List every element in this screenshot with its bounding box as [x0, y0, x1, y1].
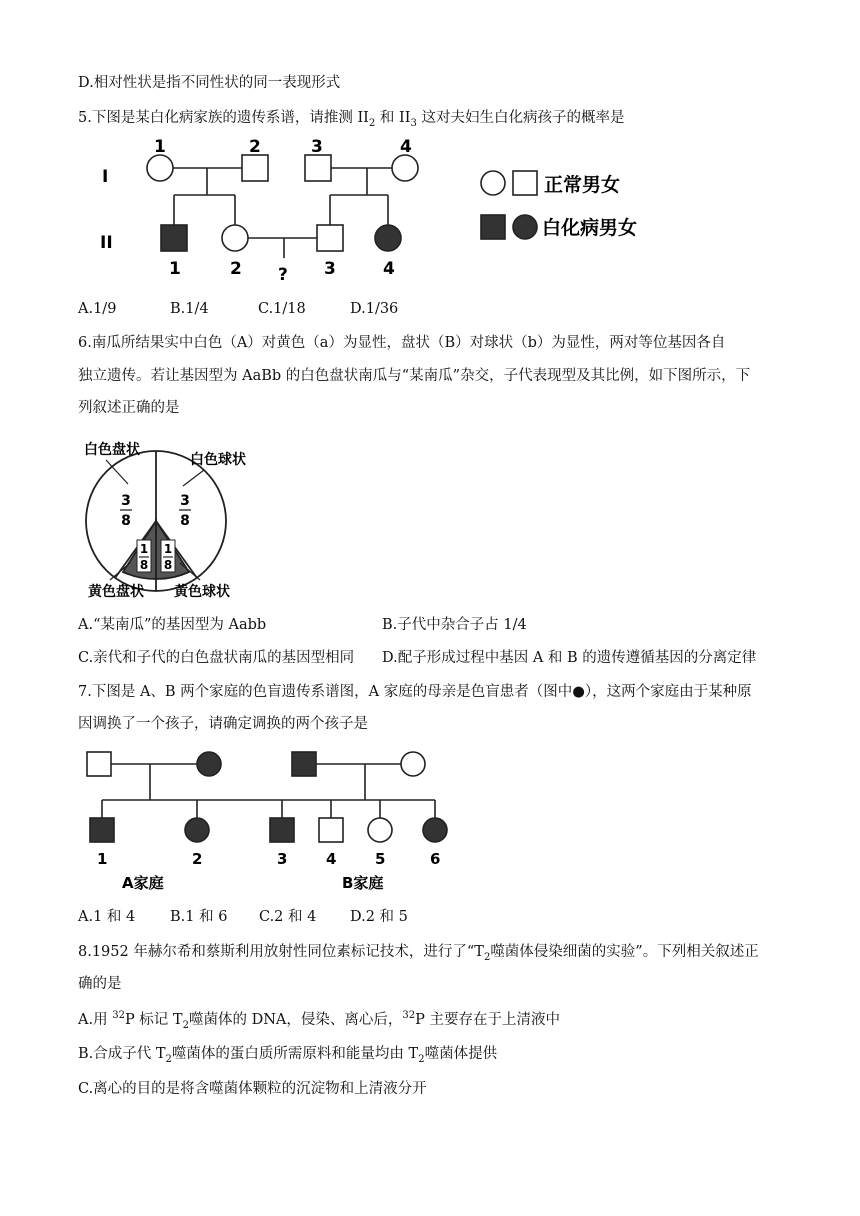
ped-ii2-female [222, 225, 248, 251]
pie-label-yellow-sphere: 黄色球状 [174, 584, 230, 600]
pie-frac-wq-num: 3 [180, 493, 190, 509]
q7-option-a: A.1 和 4 [78, 909, 136, 925]
ped-ii4-albino-female [375, 225, 401, 251]
q7-pedigree [80, 742, 480, 902]
ped7-label-2: 2 [192, 850, 203, 868]
pie-label-white-sphere: 白色球状 [190, 452, 246, 468]
q6-stem-line1: 6.南瓜所结果实中白色（A）对黄色（a）为显性，盘状（B）对球状（b）为显性，两对等位基因各自 [78, 335, 726, 351]
pie-frac-yq-num: 1 [163, 542, 173, 556]
q8-b-part1: B.合成子代 T [78, 1046, 166, 1062]
pie-frac-yd-den: 8 [139, 558, 149, 572]
legend-albino-label: 白化病男女 [542, 217, 638, 239]
ped-label-i4: 4 [400, 137, 412, 157]
ped-label-i2: 2 [249, 137, 261, 157]
q8-a-sub: 2 [182, 1019, 189, 1031]
pie-label-yellow-disc: 黄色盘状 [88, 584, 144, 600]
ped-label-i3: 3 [311, 137, 323, 157]
ped7-label-6: 6 [430, 850, 441, 868]
ped7-child3-colorblind-male [270, 818, 294, 842]
q8-option-a [78, 1010, 560, 1030]
ped7-label-1: 1 [97, 850, 108, 868]
q5-option-a: A.1/9 [78, 301, 117, 317]
q8-a-part3: 噬菌体的 DNA，侵染、离心后， [188, 1012, 403, 1028]
ped-ii1-albino-male [161, 225, 187, 251]
legend-albino-female-icon [513, 215, 537, 239]
q8-a-sup2: 32 [402, 1010, 416, 1022]
q5-stem-a: 5.下图是某白化病家族的遗传系谱，请推测 II [78, 110, 369, 126]
q7-stem-line1: 7.下图是 A、B 两个家庭的色盲遗传系谱图，A 家庭的母亲是色盲患者（图中●），这两个家庭由于某种原 [78, 684, 752, 700]
ped7-b-father-colorblind [292, 752, 316, 776]
q8-a-part2: P 标记 T [124, 1012, 183, 1028]
ped-gen-ii: II [100, 233, 113, 253]
q8-stem-line1 [78, 942, 759, 962]
q5-option-c: C.1/18 [258, 301, 306, 317]
q5-sub3: 3 [410, 117, 417, 129]
q6-option-d: D.配子形成过程中基因 A 和 B 的遗传遵循基因的分离定律 [382, 650, 757, 666]
ped-i3-male [305, 155, 331, 181]
pie-frac-yq-den: 8 [163, 558, 173, 572]
q5-stem-c: 这对夫妇生白化病孩子的概率是 [416, 110, 625, 126]
ped-label-ii4: 4 [383, 259, 395, 279]
q5-sub2: 2 [368, 117, 376, 129]
q6-stem-line2: 独立遗传。若让基因型为 AaBb 的白色盘状南瓜与“某南瓜”杂交，子代表现型及其比例，如下图所示，下 [78, 368, 751, 384]
ped7-child2-colorblind-female [185, 818, 209, 842]
ped7-child5-female [368, 818, 392, 842]
q7-stem-line2: 因调换了一个孩子，请确定调换的两个孩子是 [78, 716, 368, 732]
q7-option-d: D.2 和 5 [350, 909, 408, 925]
q8-b-part2: 噬菌体的蛋白质所需原料和能量均由 T [171, 1046, 419, 1062]
q6-option-c: C.亲代和子代的白色盘状南瓜的基因型相同 [78, 650, 355, 666]
q7-option-b: B.1 和 6 [170, 909, 228, 925]
q4-option-d: D.相对性状是指不同性状的同一表现形式 [78, 75, 341, 91]
pie-frac-wd-den: 8 [121, 513, 131, 529]
q8-stem-b: 噬菌体侵染细菌的实验”。下列相关叙述正 [490, 944, 759, 960]
ped-label-ii2: 2 [230, 259, 242, 279]
q5-pedigree [80, 130, 680, 295]
q8-stem-a: 8.1952 年赫尔希和蔡斯利用放射性同位素标记技术，进行了“T [78, 944, 484, 960]
q8-a-part4: P 主要存在于上清液中 [415, 1012, 560, 1028]
q8-option-c: C.离心的目的是将含噬菌体颗粒的沉淀物和上清液分开 [78, 1081, 427, 1097]
ped7-a-mother-colorblind [197, 752, 221, 776]
q7-option-c: C.2 和 4 [259, 909, 317, 925]
ped7-child1-colorblind-male [90, 818, 114, 842]
ped-ii3-male [317, 225, 343, 251]
ped7-label-3: 3 [277, 850, 288, 868]
q5-stem [78, 108, 624, 128]
q6-option-a: A.“某南瓜”的基因型为 Aabb [78, 617, 267, 633]
ped7-label-4: 4 [326, 850, 337, 868]
q6-pie-chart [78, 430, 278, 610]
q6-stem-line3: 列叙述正确的是 [78, 400, 180, 416]
ped7-a-father [87, 752, 111, 776]
q8-a-part1: A.用 [78, 1012, 113, 1028]
ped-i4-female [392, 155, 418, 181]
legend-normal-female-icon [481, 171, 505, 195]
q5-option-d: D.1/36 [350, 301, 399, 317]
q5-stem-b: 和 II [375, 110, 411, 126]
ped7-family-a-label: A家庭 [122, 874, 164, 892]
q8-b-sub2: 2 [418, 1053, 425, 1065]
q6-option-b: B.子代中杂合子占 1/4 [382, 617, 527, 633]
ped-gen-i: I [102, 167, 109, 187]
ped-label-question: ? [278, 265, 288, 285]
pie-label-white-disc: 白色盘状 [84, 442, 140, 458]
ped-i1-female [147, 155, 173, 181]
q5-option-b: B.1/4 [170, 301, 209, 317]
legend-albino-male-icon [481, 215, 505, 239]
ped7-b-mother [401, 752, 425, 776]
ped-label-ii1: 1 [169, 259, 181, 279]
ped7-label-5: 5 [375, 850, 386, 868]
q8-sub: 2 [483, 951, 491, 963]
q8-b-sub1: 2 [165, 1053, 172, 1065]
q8-option-b [78, 1044, 497, 1064]
ped7-child6-colorblind-female [423, 818, 447, 842]
q8-b-part3: 噬菌体提供 [424, 1046, 498, 1062]
ped-i2-male [242, 155, 268, 181]
pie-frac-wq-den: 8 [180, 513, 190, 529]
pie-frac-yd-num: 1 [139, 542, 149, 556]
ped-label-ii3: 3 [324, 259, 336, 279]
q8-stem-line2: 确的是 [78, 976, 122, 992]
legend-normal-label: 正常男女 [544, 174, 621, 196]
ped-label-i1: 1 [154, 137, 166, 157]
legend-normal-male-icon [513, 171, 537, 195]
ped7-family-b-label: B家庭 [342, 874, 384, 892]
pie-frac-wd-num: 3 [121, 493, 131, 509]
q8-a-sup1: 32 [112, 1010, 125, 1022]
ped7-child4-male [319, 818, 343, 842]
